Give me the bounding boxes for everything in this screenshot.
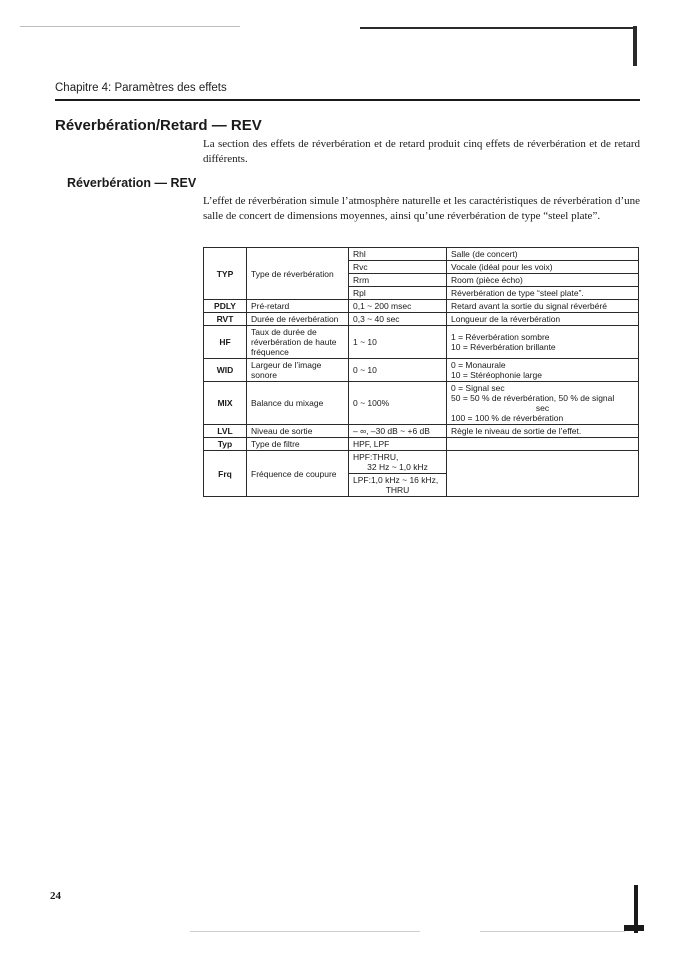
table-row [204,326,639,359]
param-key: PDLY [204,300,247,313]
param-value: HPF, LPF [349,438,447,451]
param-value: 0,3 ~ 40 sec [349,313,447,326]
subsection-intro: L’effet de réverbération simule l’atmosphère naturelle et les caractéristiques de réverbération d’une salle de concert de dimensions moyennes, ainsi qu’une réverbération de type “steel plate”. [203,195,640,222]
running-head: Chapitre 4: Paramètres des effets [55,82,227,94]
param-note: Retard avant la sortie du signal réverbéré [447,300,639,313]
param-value: 0,1 ~ 200 msec [349,300,447,313]
param-description: Taux de durée de réverbération de haute fréquence [247,326,349,359]
param-note [447,438,639,451]
table-row [204,382,639,425]
param-value: Rpl [349,287,447,300]
value-line: 32 Hz ~ 1,0 kHz [367,462,428,472]
subsection-title: Réverbération — REV [67,176,197,190]
note-line: 0 = Monaurale [451,360,506,370]
param-note: Room (pièce écho) [447,274,639,287]
param-value: – ∞, –30 dB ~ +6 dB [349,425,447,438]
note-line: 50 = 50 % de réverbération, 50 % de signal [451,393,615,403]
param-description: Type de réverbération [247,248,349,300]
param-description: Type de filtre [247,438,349,451]
param-note [447,382,639,425]
scan-edge-line [360,27,635,29]
param-value: Rvc [349,261,447,274]
param-description: Durée de réverbération [247,313,349,326]
scan-edge-line [190,931,420,932]
section-intro: La section des effets de réverbération et de retard produit cinq effets de réverbération et de retard différents. [203,138,640,165]
param-note [447,326,639,359]
note-line: 10 = Réverbération brillante [451,342,556,352]
param-note: Salle (de concert) [447,248,639,261]
note-line: 10 = Stéréophonie large [451,370,542,380]
param-key: Frq [204,451,247,497]
param-note: Règle le niveau de sortie de l’effet. [447,425,639,438]
param-key: WID [204,359,247,382]
table-row [204,425,639,438]
table-row [204,359,639,382]
param-value: 0 ~ 100% [349,382,447,425]
param-key: MIX [204,382,247,425]
param-key: Typ [204,438,247,451]
page-number: 24 [50,890,61,902]
note-line: 0 = Signal sec [451,383,505,393]
scan-edge-line [20,26,240,27]
table-row [204,313,639,326]
param-value [349,474,447,497]
param-note: Réverbération de type “steel plate”. [447,287,639,300]
header-rule [55,99,640,101]
param-value: Rrm [349,274,447,287]
param-value: 0 ~ 10 [349,359,447,382]
param-description: Balance du mixage [247,382,349,425]
param-key: HF [204,326,247,359]
param-key: LVL [204,425,247,438]
param-value: Rhl [349,248,447,261]
value-line: HPF:THRU, [353,452,399,462]
param-description: Fréquence de coupure [247,451,349,497]
table-row [204,451,639,474]
param-value [349,451,447,474]
scan-edge-line [480,931,625,932]
param-note [447,359,639,382]
note-line: 100 = 100 % de réverbération [451,413,564,423]
param-description: Largeur de l’image sonore [247,359,349,382]
note-line: 1 = Réverbération sombre [451,332,550,342]
page-edge-mark [624,925,644,931]
param-key: RVT [204,313,247,326]
value-line: LPF:1,0 kHz ~ 16 kHz, [353,475,439,485]
param-description: Pré-retard [247,300,349,313]
section-title: Réverbération/Retard — REV [55,117,262,134]
table-row [204,300,639,313]
page-edge-mark [633,26,637,66]
value-line: THRU [385,485,410,495]
table-row [204,438,639,451]
param-description: Niveau de sortie [247,425,349,438]
param-note: Longueur de la réverbération [447,313,639,326]
table-row [204,248,639,261]
param-note [447,451,639,497]
note-line: sec [535,403,550,413]
param-value: 1 ~ 10 [349,326,447,359]
parameter-table [203,247,639,497]
param-key: TYP [204,248,247,300]
param-note: Vocale (idéal pour les voix) [447,261,639,274]
